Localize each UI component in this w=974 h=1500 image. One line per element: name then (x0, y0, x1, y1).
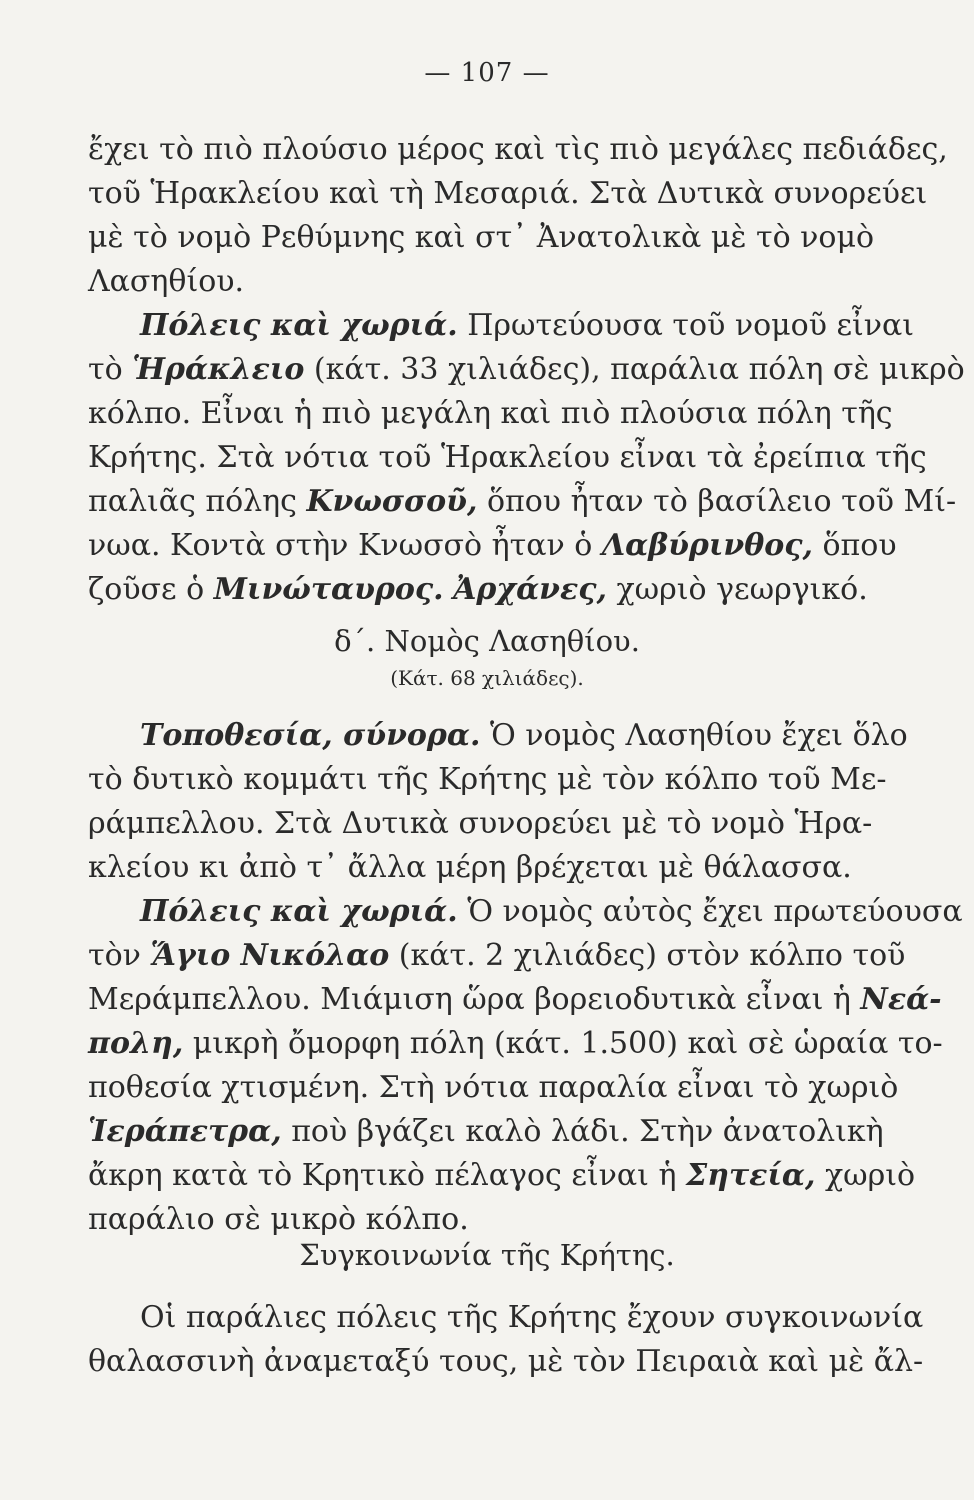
text-line (88, 216, 875, 260)
text-run: (κάτ. 33 χιλιάδες), παράλια πόλη σὲ μικρὸ (304, 352, 965, 387)
emphasized-term: Πόλεις καὶ χωριά. (140, 894, 458, 929)
text-run: χωριὸ (815, 1158, 916, 1193)
text-line (88, 436, 927, 480)
text-line (88, 1110, 884, 1154)
text-line (88, 846, 852, 890)
section-heraklion-text (88, 128, 965, 612)
text-line (88, 392, 893, 436)
text-line (88, 978, 942, 1022)
text-run: τὸ δυτικὸ κομμάτι τῆς Κρήτης μὲ τὸν κόλπο τοῦ Με- (88, 762, 887, 797)
emphasized-term: Μινώταυρος. (213, 572, 444, 607)
emphasized-term: Λαβύρινθος, (601, 528, 813, 563)
text-line (88, 890, 963, 934)
text-run (444, 572, 454, 607)
text-run: κόλπο. Εἶναι ἡ πιὸ μεγάλη καὶ πιὸ πλούσια πόλη τῆς (88, 396, 893, 431)
text-run: θαλασσινὴ ἀναμεταξύ τους, μὲ τὸν Πειραιὰ καὶ μὲ ἄλ- (88, 1344, 924, 1379)
text-line (88, 1022, 943, 1066)
text-run: ὅπου (812, 528, 897, 563)
text-run: Ὁ νομὸς Λασηθίου ἔχει ὅλο (480, 718, 908, 753)
heading-communication-visible: Συγκοινωνία τῆς Κρήτης. (299, 1238, 675, 1272)
text-run: ἔχει τὸ πιὸ πλούσιο μέρος καὶ τὶς πιὸ μεγάλες πεδιάδες, (88, 132, 948, 167)
emphasized-term: Ἀρχάνες, (453, 572, 607, 607)
text-run: ράμπελλου. Στὰ Δυτικὰ συνορεύει μὲ τὸ νομὸ Ἡρα- (88, 806, 873, 841)
text-run: ζοῦσε ὁ (88, 572, 214, 607)
text-line (88, 348, 965, 392)
text-line (88, 1154, 916, 1198)
section-lasithi-text (88, 714, 963, 1242)
emphasized-term: Τοποθεσία, σύνορα. (140, 718, 481, 753)
emphasized-term: Ἱεράπετρα, (88, 1114, 282, 1149)
text-line (88, 524, 897, 568)
heading-lasithi: δ΄. Νομὸς Λασηθίου. (334, 624, 640, 658)
text-run: χωριὸ γεωργικό. (606, 572, 868, 607)
text-run: μὲ τὸ νομὸ Ρεθύμνης καὶ στ᾽ Ἀνατολικὰ μὲ τὸ νομὸ (88, 220, 875, 255)
subheading-population: (Κάτ. 68 χιλιάδες). (390, 666, 584, 690)
text-run: Ὁ νομὸς αὐτὸς ἔχει πρωτεύουσα (457, 894, 963, 929)
text-line (88, 128, 948, 172)
emphasized-term: πολη, (88, 1026, 184, 1061)
emphasized-term: Κνωσσοῦ, (306, 484, 478, 519)
text-run: ποθεσία χτισμένη. Στὴ νότια παραλία εἶναι τὸ χωριὸ (88, 1070, 899, 1105)
emphasized-term: Ἡράκλειο (132, 352, 305, 387)
text-line (88, 1198, 848, 1242)
emphasized-term: Πόλεις καὶ χωριά. (140, 308, 458, 343)
text-run: παράλιο σὲ μικρὸ κόλπο. (88, 1202, 469, 1237)
text-line (88, 568, 868, 612)
text-line (88, 714, 908, 758)
page-number: — 107 — (424, 58, 550, 88)
text-run: ἄκρη κατὰ τὸ Κρητικὸ πέλαγος εἶναι ἡ (88, 1158, 686, 1193)
text-run: (κάτ. 2 χιλιάδες) στὸν κόλπο τοῦ (389, 938, 906, 973)
emphasized-term: Ἅγιο Νικόλαο (150, 938, 390, 973)
text-line (88, 1340, 924, 1384)
text-line (88, 172, 928, 216)
text-run: παλιᾶς πόλης (88, 484, 307, 519)
section-communication-text (88, 1296, 924, 1384)
text-run: Μεράμπελλου. Μιάμιση ὥρα βορειοδυτικὰ εἶναι ἡ (88, 982, 861, 1017)
text-line (88, 260, 848, 304)
text-line (88, 1296, 924, 1340)
text-run: Οἱ παράλιες πόλεις τῆς Κρήτης ἔχουν συγκοινωνία (140, 1300, 924, 1335)
text-line (88, 304, 915, 348)
text-line (88, 1066, 899, 1110)
text-line (88, 934, 906, 978)
text-run: Λασηθίου. (88, 264, 245, 299)
text-line (88, 758, 887, 802)
text-run: νωα. Κοντὰ στὴν Κνωσσὸ ἦταν ὁ (88, 528, 602, 563)
text-line (88, 480, 957, 524)
text-run: ὅπου ἦταν τὸ βασίλειο τοῦ Μί- (477, 484, 957, 519)
text-run: τὸ (88, 352, 133, 387)
text-run: τὸν (88, 938, 151, 973)
text-run: κλείου κι ἀπὸ τ᾽ ἄλλα μέρη βρέχεται μὲ θάλασσα. (88, 850, 852, 885)
text-run: τοῦ Ἡρακλείου καὶ τὴ Μεσαριά. Στὰ Δυτικὰ συνορεύει (88, 176, 928, 211)
text-run: Πρωτεύουσα τοῦ νομοῦ εἶναι (457, 308, 915, 343)
text-run: Κρήτης. Στὰ νότια τοῦ Ἡρακλείου εἶναι τὰ ἐρείπια τῆς (88, 440, 927, 475)
emphasized-term: Νεά- (860, 982, 942, 1017)
text-line (88, 802, 873, 846)
text-run: μικρὴ ὄμορφη πόλη (κάτ. 1.500) καὶ σὲ ὡραία το- (183, 1026, 943, 1061)
text-run: ποὺ βγάζει καλὸ λάδι. Στὴν ἀνατολικὴ (281, 1114, 884, 1149)
emphasized-term: Σητεία, (685, 1158, 816, 1193)
